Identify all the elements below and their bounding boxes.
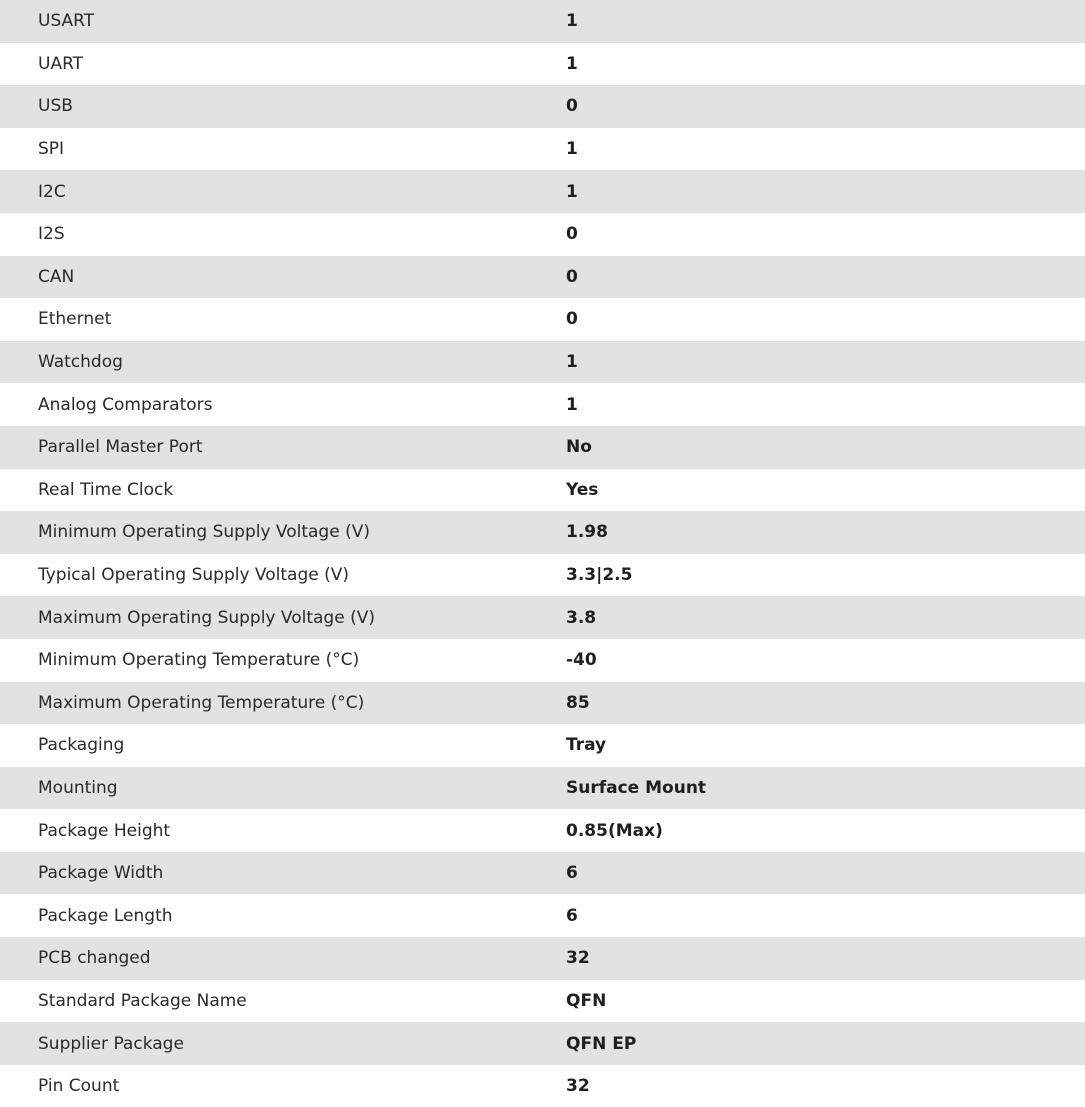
- spec-row: [0, 596, 1085, 639]
- spec-name: Standard Package Name: [38, 990, 247, 1011]
- spec-value: QFN EP: [566, 1033, 637, 1054]
- spec-row: [0, 639, 1085, 682]
- spec-row: [0, 0, 1085, 43]
- spec-value: 0: [566, 96, 578, 117]
- spec-value: 1.98: [566, 522, 608, 543]
- spec-value: 32: [566, 1076, 590, 1097]
- spec-value: 6: [566, 863, 578, 884]
- spec-value: Surface Mount: [566, 777, 707, 798]
- spec-value: 1: [566, 181, 578, 202]
- spec-row: [0, 85, 1085, 128]
- spec-row: [0, 256, 1085, 299]
- spec-name: UART: [38, 53, 84, 74]
- spec-row: [0, 298, 1085, 341]
- spec-name: PCB changed: [38, 948, 151, 969]
- spec-value: 1: [566, 139, 578, 160]
- spec-value: 6: [566, 905, 578, 926]
- spec-name: SPI: [38, 139, 65, 160]
- spec-row: [0, 724, 1085, 767]
- spec-row: [0, 426, 1085, 469]
- spec-name: Analog Comparators: [38, 394, 213, 415]
- spec-row: [0, 213, 1085, 256]
- spec-value: 0: [566, 266, 578, 287]
- spec-name: Ethernet: [38, 309, 112, 330]
- spec-name: Real Time Clock: [38, 479, 174, 500]
- spec-value: 1: [566, 11, 578, 32]
- spec-name: Typical Operating Supply Voltage (V): [38, 565, 349, 586]
- spec-name: Maximum Operating Temperature (°C): [38, 692, 365, 713]
- spec-row: [0, 170, 1085, 213]
- spec-row: [0, 894, 1085, 937]
- spec-name: Maximum Operating Supply Voltage (V): [38, 607, 375, 628]
- spec-row: [0, 937, 1085, 980]
- spec-value: 1: [566, 53, 578, 74]
- spec-row: [0, 682, 1085, 725]
- spec-row: [0, 341, 1085, 384]
- spec-name: USART: [38, 11, 95, 32]
- spec-value: 3.3|2.5: [566, 565, 633, 586]
- spec-value: 32: [566, 948, 590, 969]
- spec-row: [0, 383, 1085, 426]
- spec-row: [0, 469, 1085, 512]
- spec-value: 1: [566, 394, 578, 415]
- spec-name: Packaging: [38, 735, 125, 756]
- spec-value: 1: [566, 352, 578, 373]
- spec-name: Parallel Master Port: [38, 437, 203, 458]
- spec-value: 0: [566, 309, 578, 330]
- spec-row: [0, 43, 1085, 86]
- spec-name: Package Length: [38, 905, 173, 926]
- spec-name: Mounting: [38, 777, 118, 798]
- spec-name: CAN: [38, 266, 75, 287]
- spec-value: QFN: [566, 990, 607, 1011]
- spec-name: Watchdog: [38, 352, 123, 373]
- spec-name: Minimum Operating Temperature (°C): [38, 650, 360, 671]
- spec-row: [0, 511, 1085, 554]
- spec-name: Minimum Operating Supply Voltage (V): [38, 522, 370, 543]
- spec-name: I2C: [38, 181, 66, 202]
- spec-value: Tray: [566, 735, 607, 756]
- spec-value: -40: [566, 650, 597, 671]
- spec-name: I2S: [38, 224, 65, 245]
- spec-name: USB: [38, 96, 73, 117]
- spec-row: [0, 980, 1085, 1023]
- spec-row: [0, 809, 1085, 852]
- spec-name: Supplier Package: [38, 1033, 184, 1054]
- spec-row: [0, 852, 1085, 895]
- spec-value: No: [566, 437, 592, 458]
- spec-value: 85: [566, 692, 590, 713]
- spec-name: Package Width: [38, 863, 164, 884]
- spec-row: [0, 767, 1085, 810]
- spec-value: 3.8: [566, 607, 597, 628]
- spec-value: 0.85(Max): [566, 820, 663, 841]
- spec-row: [0, 1065, 1085, 1107]
- spec-row: [0, 1022, 1085, 1065]
- spec-value: Yes: [566, 479, 599, 500]
- spec-name: Package Height: [38, 820, 171, 841]
- spec-value: 0: [566, 224, 578, 245]
- spec-name: Pin Count: [38, 1076, 120, 1097]
- spec-row: [0, 554, 1085, 597]
- spec-row: [0, 128, 1085, 171]
